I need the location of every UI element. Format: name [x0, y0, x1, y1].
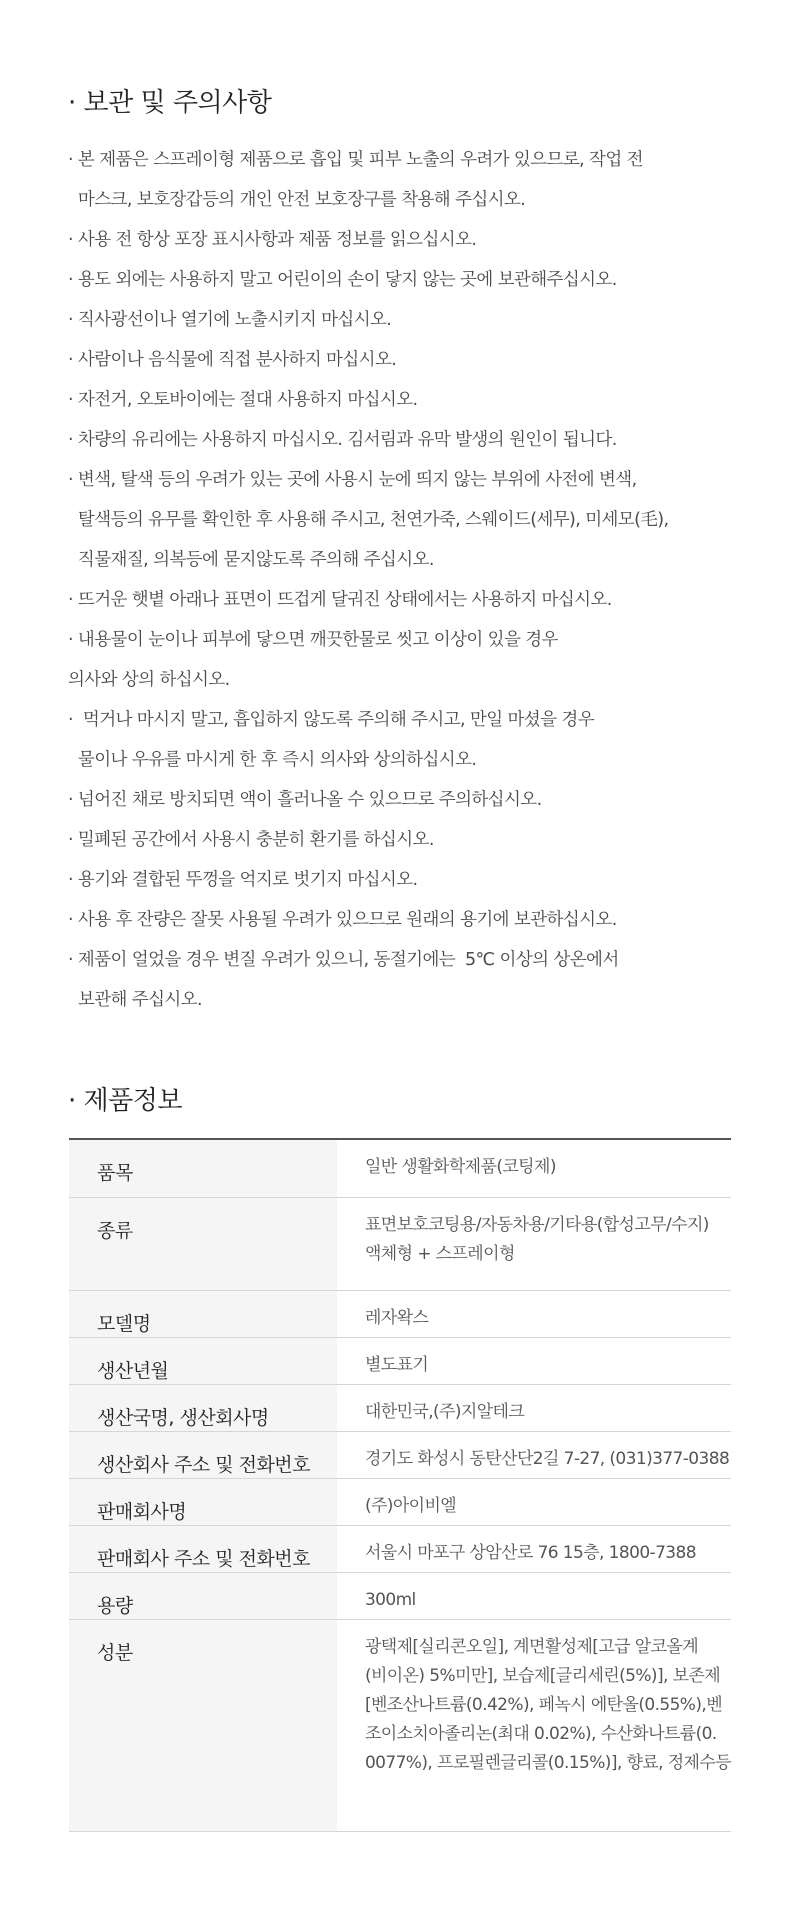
info-value-line: 0077%), 프로필렌글리콜(0.15%)], 향료, 정제수등	[364, 1752, 731, 1773]
caution-line: 의사와 상의 하십시오.	[68, 670, 230, 690]
info-row-value	[337, 1139, 731, 1197]
info-row	[69, 1619, 731, 1831]
info-row-value	[337, 1619, 731, 1831]
info-value-line: 대한민국,(주)지알테크	[364, 1401, 525, 1422]
info-row-label: 성분	[69, 1619, 337, 1831]
info-row-value	[337, 1290, 731, 1337]
caution-line: · 사람이나 음식물에 직접 분사하지 마십시오.	[68, 350, 397, 370]
caution-line: · 용기와 결합된 뚜껑을 억지로 벗기지 마십시오.	[68, 870, 418, 890]
info-row	[69, 1290, 731, 1337]
caution-line: · 변색, 탈색 등의 우려가 있는 곳에 사용시 눈에 띄지 않는 부위에 사전에 변색,	[68, 470, 637, 490]
caution-line: · 자전거, 오토바이에는 절대 사용하지 마십시오.	[68, 390, 418, 410]
caution-line: · 본 제품은 스프레이형 제품으로 흡입 및 피부 노출의 우려가 있으므로, 작업 전	[68, 150, 643, 170]
info-row-value	[337, 1337, 731, 1384]
caution-section-title: · 보관 및 주의사항	[68, 88, 272, 118]
caution-line: · 직사광선이나 열기에 노출시키지 마십시오.	[68, 310, 392, 330]
info-value-line: (주)아이비엘	[364, 1495, 457, 1516]
info-row-value	[337, 1197, 731, 1290]
info-value-line: 서울시 마포구 상암산로 76 15층, 1800-7388	[364, 1542, 696, 1563]
caution-line: 직물재질, 의복등에 묻지않도록 주의해 주십시오.	[68, 550, 434, 570]
info-value-line: 레자왁스	[364, 1307, 429, 1328]
info-row	[69, 1572, 731, 1619]
info-value-line: 별도표기	[364, 1354, 429, 1375]
info-row	[69, 1478, 731, 1525]
info-value-line: 액체형 + 스프레이형	[364, 1243, 515, 1264]
info-row	[69, 1384, 731, 1431]
info-value-line: (비이온) 5%미만], 보습제[글리세린(5%)], 보존제	[364, 1665, 721, 1686]
caution-line: 마스크, 보호장갑등의 개인 안전 보호장구를 착용해 주십시오.	[68, 190, 526, 210]
info-value-line: 광택제[실리콘오일], 계면활성제[고급 알코올계	[364, 1636, 699, 1657]
caution-line: · 차량의 유리에는 사용하지 마십시오. 김서림과 유막 발생의 원인이 됩니다.	[68, 430, 617, 450]
info-row	[69, 1197, 731, 1290]
info-value-line: 300ml	[364, 1589, 416, 1610]
caution-line: · 밀폐된 공간에서 사용시 충분히 환기를 하십시오.	[68, 830, 434, 850]
info-row	[69, 1431, 731, 1478]
info-value-line: 조이소치아졸리논(최대 0.02%), 수산화나트륨(0.	[364, 1723, 717, 1744]
caution-line: · 사용 전 항상 포장 표시사항과 제품 정보를 읽으십시오.	[68, 230, 477, 250]
info-row	[69, 1337, 731, 1384]
info-row-label: 생산회사 주소 및 전화번호	[69, 1431, 337, 1478]
info-row	[69, 1139, 731, 1197]
info-row-value	[337, 1431, 731, 1478]
caution-line: · 용도 외에는 사용하지 말고 어린이의 손이 닿지 않는 곳에 보관해주십시오.	[68, 270, 617, 290]
product-info-table	[69, 1138, 731, 1832]
info-row-label: 생산년월	[69, 1337, 337, 1384]
info-row-label: 판매회사 주소 및 전화번호	[69, 1525, 337, 1572]
info-row-label: 종류	[69, 1197, 337, 1290]
caution-line: · 내용물이 눈이나 피부에 닿으면 깨끗한물로 씻고 이상이 있을 경우	[68, 630, 558, 650]
caution-list	[68, 140, 732, 1020]
info-row-label: 판매회사명	[69, 1478, 337, 1525]
caution-line: · 먹거나 마시지 말고, 흡입하지 않도록 주의해 주시고, 만일 마셨을 경우	[68, 710, 595, 730]
info-row-value	[337, 1525, 731, 1572]
caution-line: · 제품이 얼었을 경우 변질 우려가 있으니, 동절기에는 5℃ 이상의 상온에서	[68, 950, 619, 970]
caution-line: · 넘어진 채로 방치되면 액이 흘러나올 수 있으므로 주의하십시오.	[68, 790, 542, 810]
info-value-line: 표면보호코팅용/자동차용/기타용(합성고무/수지)	[364, 1214, 709, 1235]
info-row-label: 생산국명, 생산회사명	[69, 1384, 337, 1431]
info-row-value	[337, 1478, 731, 1525]
info-row	[69, 1525, 731, 1572]
info-row-label: 모델명	[69, 1290, 337, 1337]
info-row-value	[337, 1384, 731, 1431]
caution-line: · 뜨거운 햇볕 아래나 표면이 뜨겁게 달궈진 상태에서는 사용하지 마십시오.	[68, 590, 612, 610]
product-info-section-title: · 제품정보	[68, 1086, 182, 1116]
info-value-line: [벤조산나트륨(0.42%), 페녹시 에탄올(0.55%),벤	[364, 1694, 723, 1715]
info-row-label: 품목	[69, 1139, 337, 1197]
caution-line: 물이나 우유를 마시게 한 후 즉시 의사와 상의하십시오.	[68, 750, 477, 770]
info-row-value	[337, 1572, 731, 1619]
info-value-line: 일반 생활화학제품(코팅제)	[364, 1157, 556, 1177]
info-value-line: 경기도 화성시 동탄산단2길 7-27, (031)377-0388	[364, 1448, 730, 1469]
caution-line: 보관해 주십시오.	[68, 990, 202, 1010]
caution-line: 탈색등의 유무를 확인한 후 사용해 주시고, 천연가죽, 스웨이드(세무), 미세모(毛),	[68, 510, 669, 530]
info-row-label: 용량	[69, 1572, 337, 1619]
caution-line: · 사용 후 잔량은 잘못 사용될 우려가 있으므로 원래의 용기에 보관하십시오.	[68, 910, 617, 930]
